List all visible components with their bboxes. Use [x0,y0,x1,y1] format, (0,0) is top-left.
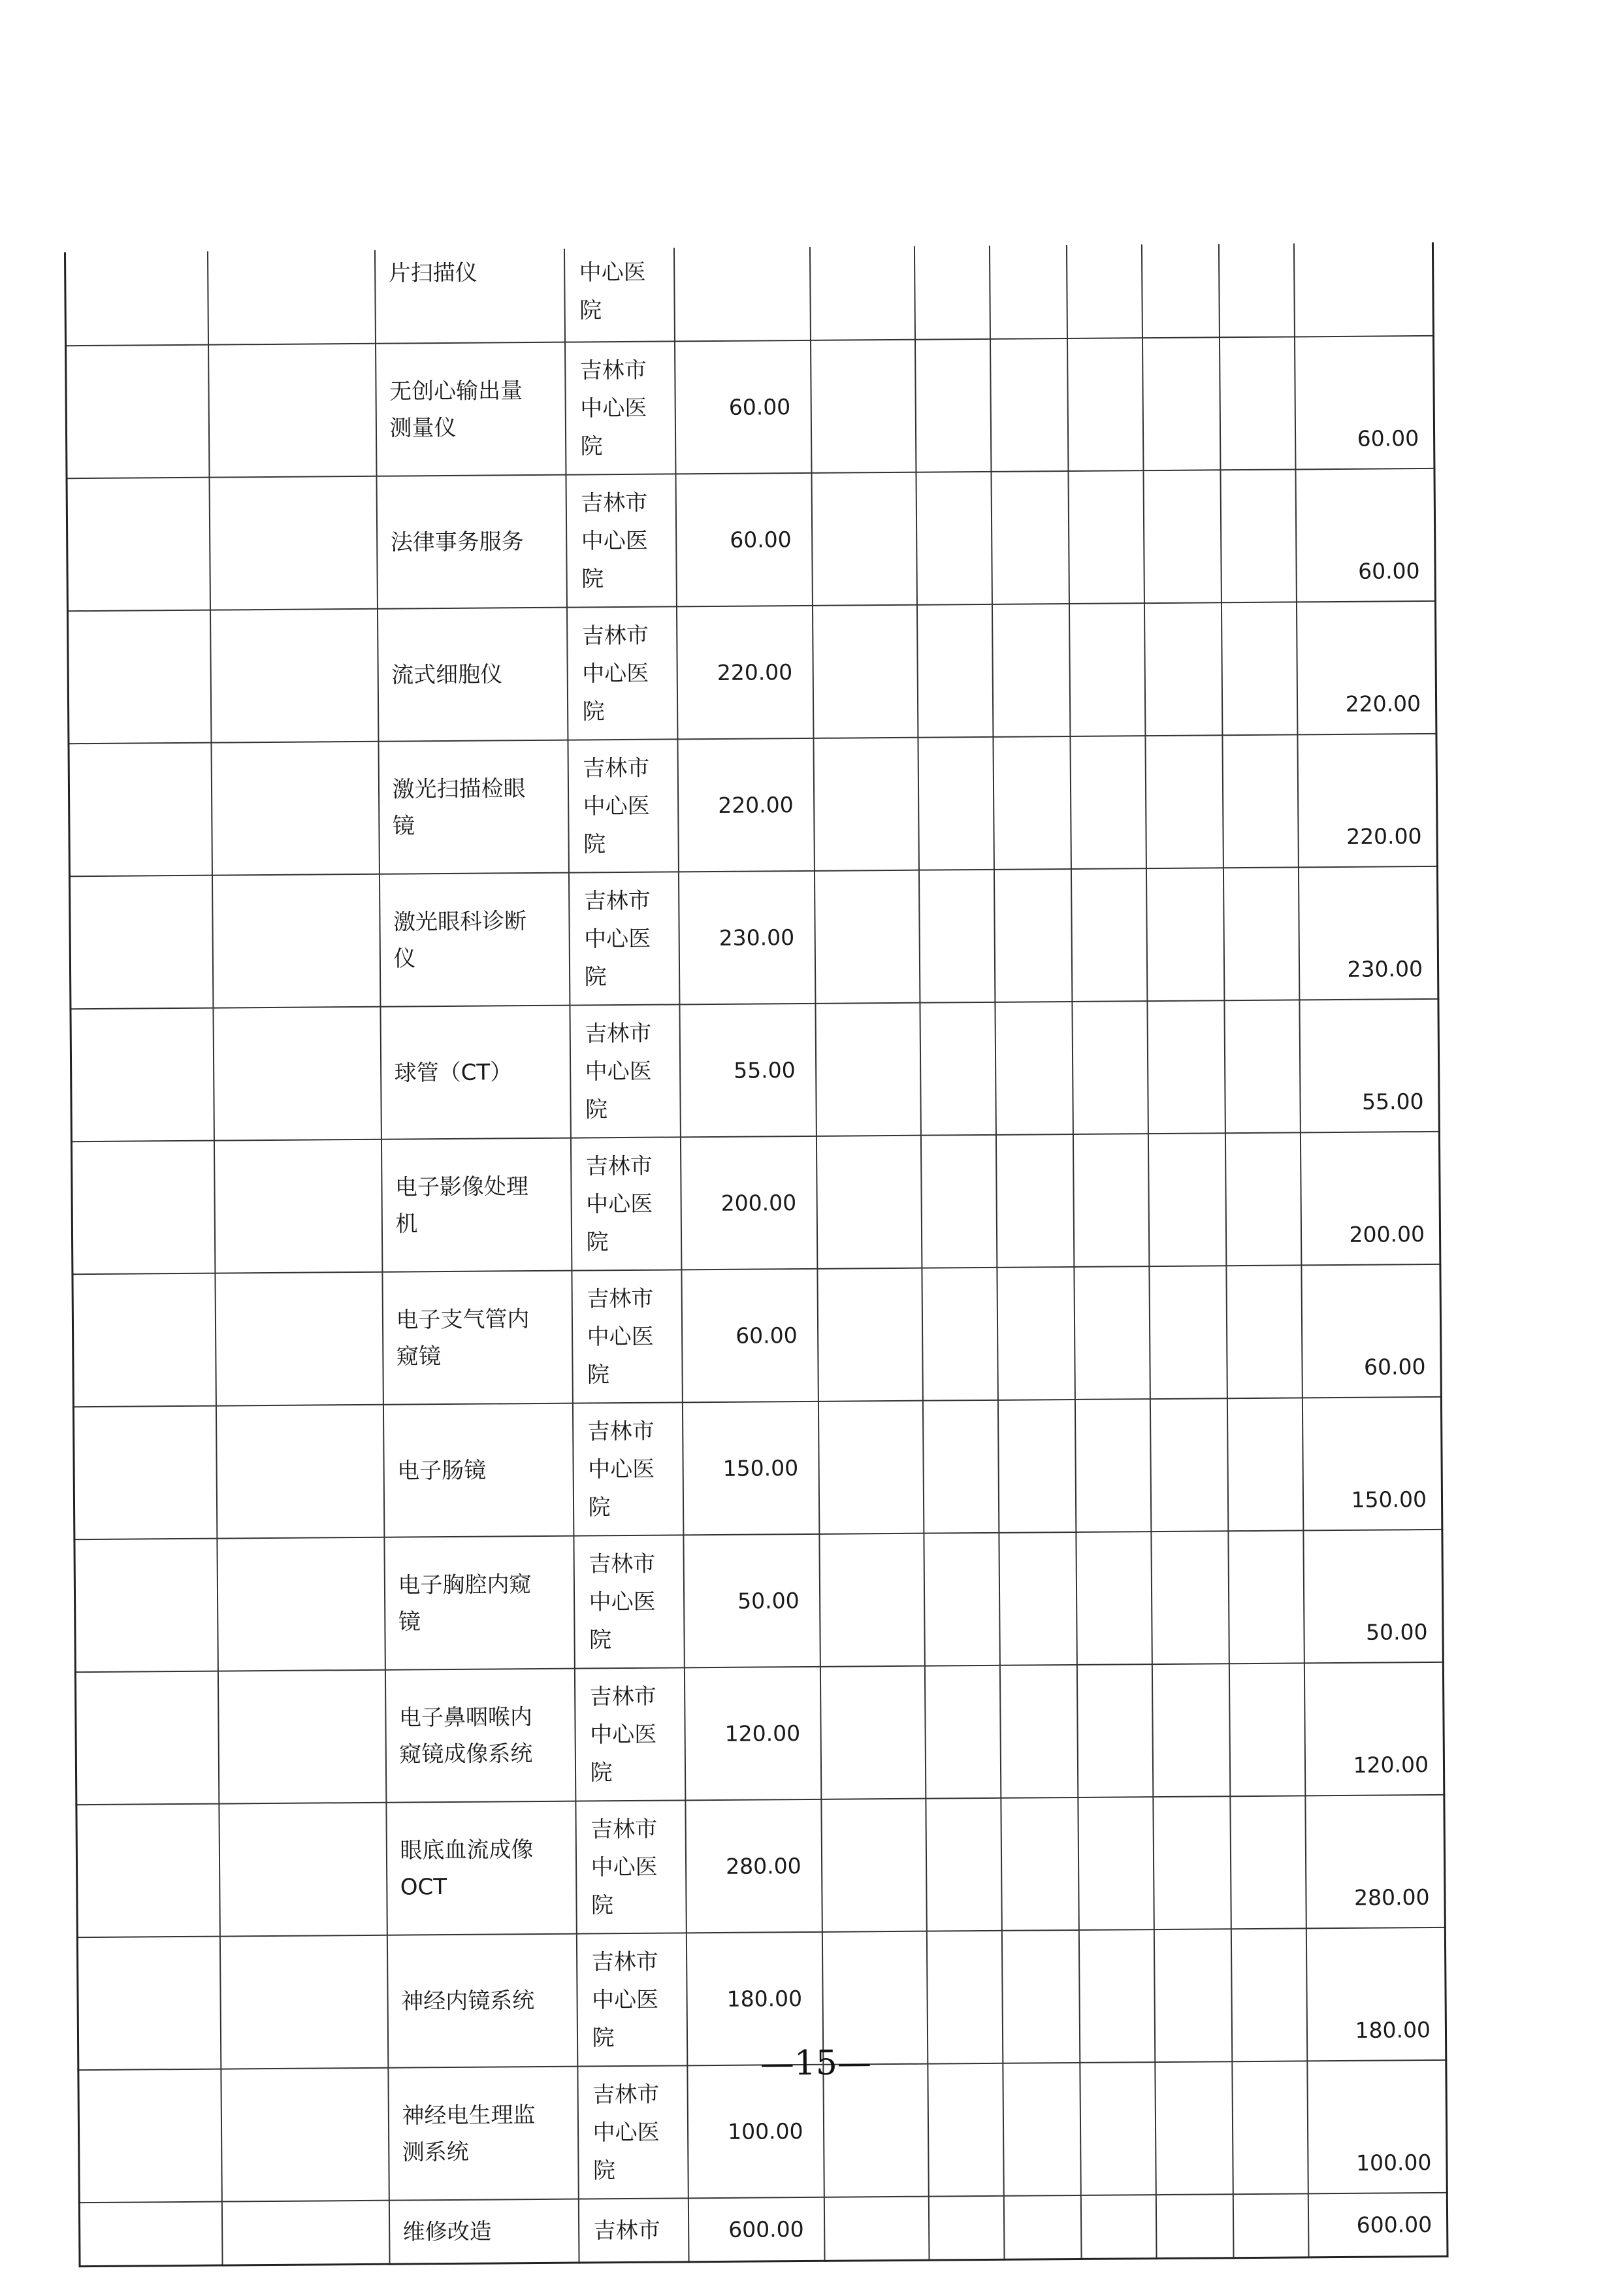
blank-cell [71,1008,214,1142]
blank-cell [215,1272,383,1406]
blank-cell [1148,1133,1225,1266]
blank-cell [211,742,379,876]
blank-cell [208,344,376,478]
amount-cell: 55.00 [679,1004,816,1138]
amount-cell: 230.00 [678,871,815,1005]
blank-cell [811,472,916,606]
blank-cell [212,874,380,1008]
budget-table [64,242,1449,2267]
table-row [69,866,1438,1009]
unit-cell: 吉林市 中心医 院 [565,341,675,474]
blank-cell [814,870,919,1004]
item-name-cell: 维修改造 [389,2199,579,2265]
amount-cell: 280.00 [685,1799,822,1933]
table-row [71,1132,1440,1274]
blank-cell [1070,736,1146,869]
blank-cell [928,2196,1004,2260]
blank-cell [918,870,994,1003]
unit-cell: 吉林市 中心医 院 [574,1535,684,1668]
blank-cell [1219,336,1295,470]
blank-cell [1072,1001,1148,1134]
amount-cell: 60.00 [674,340,811,474]
table-row [71,999,1439,1141]
blank-cell [924,1533,999,1666]
blank-cell [916,472,992,605]
amount-cell: 220.00 [676,606,813,740]
blank-cell [78,2069,221,2203]
blank-cell [997,1400,1075,1533]
total-cell: 180.00 [1306,1927,1446,2061]
blank-cell [1228,1530,1304,1664]
item-name-cell: 电子鼻咽喉内 窥镜成像系统 [385,1669,575,1803]
table-row [69,734,1437,876]
blank-cell [1068,470,1144,604]
blank-cell [920,1135,996,1268]
amount-cell: 150.00 [682,1402,818,1535]
blank-cell [1225,1132,1301,1266]
blank-cell [1227,1398,1302,1531]
blank-cell [1232,2061,1308,2194]
total-cell: 600.00 [1308,2193,1448,2257]
total-cell: 100.00 [1307,2060,1447,2194]
blank-cell [928,2063,1003,2197]
blank-cell [1220,469,1296,602]
blank-cell [1073,1134,1148,1267]
blank-cell [207,250,375,345]
unit-cell: 吉林市 中心医 院 [575,1800,686,1933]
blank-cell [1001,1797,1078,1931]
blank-cell [73,1273,216,1407]
blank-cell [821,1799,926,1932]
blank-cell [1144,602,1222,736]
unit-cell: 吉林市 [578,2198,688,2263]
blank-cell [823,2064,928,2197]
blank-cell [217,1537,385,1671]
amount-cell: 60.00 [681,1269,818,1403]
item-name-cell: 电子支气管内 窥镜 [382,1271,572,1405]
amount-cell [673,247,810,342]
total-cell: 200.00 [1300,1132,1440,1266]
item-name-cell: 激光扫描检眼 镜 [378,740,568,874]
blank-cell [210,609,378,743]
blank-cell [221,2068,389,2202]
blank-cell [73,1406,216,1540]
blank-cell [1075,1399,1150,1532]
blank-cell [920,1002,995,1136]
blank-cell [213,1007,381,1141]
blank-cell [1003,2063,1080,2196]
blank-cell [219,1803,387,1937]
item-name-cell: 无创心输出量 测量仪 [376,342,566,476]
blank-cell [1149,1266,1227,1399]
table-row [67,468,1435,611]
item-name-cell: 神经内镜系统 [387,1934,577,2068]
blank-cell [994,869,1071,1002]
unit-cell: 吉林市 中心医 院 [577,2065,688,2199]
blank-cell [1218,243,1294,337]
blank-cell [1078,1797,1154,1930]
blank-cell [914,246,990,340]
blank-cell [67,478,210,612]
total-cell: 50.00 [1303,1530,1443,1664]
table-row [76,1795,1445,1937]
amount-cell: 120.00 [684,1667,820,1801]
item-name-cell: 眼底血流成像 OCT [386,1801,576,1935]
item-name-cell: 电子影像处理 机 [381,1138,571,1272]
table-row [75,1662,1444,1805]
blank-cell [214,1140,381,1273]
blank-cell [1003,2195,1081,2259]
blank-cell [926,1798,1001,1931]
total-cell: 60.00 [1301,1264,1441,1398]
item-name-cell: 激光眼科诊断 仪 [379,873,569,1007]
blank-cell [1080,2195,1156,2259]
table-row [79,2193,1448,2267]
blank-cell [1071,868,1146,1002]
blank-cell [1146,868,1223,1001]
amount-cell: 100.00 [687,2065,824,2199]
blank-cell [74,1539,218,1673]
item-name-cell: 球管（CT） [380,1006,570,1140]
table-row [66,336,1434,478]
total-cell: 280.00 [1305,1795,1445,1929]
blank-cell [813,738,918,871]
unit-cell: 吉林市 中心医 院 [572,1402,683,1535]
blank-cell [1156,2194,1233,2258]
blank-cell [1229,1663,1304,1796]
blank-cell [1141,244,1219,338]
total-cell [1293,242,1433,337]
blank-cell [216,1405,383,1539]
blank-cell [1150,1398,1227,1532]
total-cell: 220.00 [1296,601,1436,735]
blank-cell [1147,1000,1225,1134]
blank-cell [1230,1796,1306,1929]
amount-cell: 600.00 [688,2197,824,2262]
unit-cell: 吉林市 中心医 院 [568,739,678,872]
blank-cell [1069,603,1144,736]
table-row [67,601,1436,744]
blank-cell [1151,1531,1229,1664]
unit-cell: 吉林市 中心医 院 [570,1004,680,1138]
blank-cell [1067,338,1142,471]
blank-cell [76,1804,219,1938]
blank-cell [812,605,917,738]
blank-cell [1224,1000,1300,1133]
blank-cell [993,736,1071,870]
total-cell: 120.00 [1304,1662,1444,1796]
blank-cell [999,1532,1076,1665]
blank-cell [820,1666,925,1799]
blank-cell [1223,867,1299,1000]
table-row [73,1264,1441,1407]
blank-cell [817,1268,922,1402]
blank-cell [922,1268,997,1401]
amount-cell: 180.00 [686,1932,822,2066]
amount-cell: 50.00 [683,1534,820,1668]
blank-cell [66,345,209,479]
unit-cell: 吉林市 中心医 院 [576,1933,687,2066]
blank-cell [209,476,377,610]
item-name-cell: 片扫描仪 [374,249,564,344]
blank-cell [916,604,992,738]
blank-cell [65,252,208,346]
blank-cell [1226,1265,1302,1398]
unit-cell: 吉林市 中心医 院 [572,1270,682,1403]
blank-cell [1233,2193,1308,2257]
blank-cell [221,2201,389,2265]
blank-cell [809,246,914,340]
item-name-cell: 电子胸腔内窥 镜 [384,1536,574,1670]
total-cell: 220.00 [1297,734,1437,868]
blank-cell [924,1665,1000,1799]
blank-cell [1153,1796,1231,1929]
blank-cell [1143,470,1221,603]
blank-cell [69,743,212,877]
page-number: —15— [760,2043,872,2084]
total-cell: 230.00 [1298,866,1438,1000]
blank-cell [818,1401,923,1534]
blank-cell [1152,1664,1229,1797]
blank-cell [1076,1664,1152,1797]
blank-cell [1076,1532,1152,1665]
blank-cell [995,1002,1073,1135]
blank-cell [218,1670,385,1804]
blank-cell [69,876,212,1009]
blank-cell [819,1533,924,1667]
blank-cell [914,339,990,472]
total-cell: 55.00 [1299,999,1439,1133]
blank-cell [1155,2061,1233,2195]
blank-cell [995,1134,1073,1268]
unit-cell: 吉林市 中心医 院 [566,606,677,740]
blank-cell [997,1267,1075,1400]
amount-cell: 220.00 [677,738,814,872]
unit-cell: 吉林市 中心医 院 [574,1667,685,1801]
blank-cell [67,610,210,744]
unit-cell: 吉林市 中心医 院 [568,872,679,1005]
total-cell: 150.00 [1302,1397,1442,1531]
item-name-cell: 神经电生理监 测系统 [388,2067,578,2201]
blank-cell [1080,2062,1156,2195]
blank-cell [71,1141,214,1275]
amount-cell: 60.00 [675,473,812,607]
blank-cell [79,2202,222,2267]
blank-cell [1221,602,1297,735]
total-cell: 60.00 [1294,336,1434,470]
blank-cell [1145,735,1223,868]
item-name-cell: 法律事务服务 [376,475,566,609]
blank-cell [1074,1266,1150,1400]
item-name-cell: 电子肠镜 [383,1403,573,1537]
blank-cell [810,340,915,473]
unit-cell: 中心医 院 [564,248,674,342]
table-row [74,1530,1443,1672]
item-name-cell: 流式细胞仪 [377,608,567,742]
blank-cell [816,1136,921,1269]
blank-cell [815,1003,920,1136]
blank-cell [918,737,994,870]
blank-cell [824,2197,929,2261]
blank-cell [990,338,1067,472]
total-cell: 60.00 [1295,468,1435,602]
blank-cell [922,1400,998,1533]
blank-cell [989,245,1067,339]
unit-cell: 吉林市 中心医 院 [570,1137,681,1270]
blank-cell [1222,734,1298,868]
blank-cell [999,1665,1077,1798]
blank-cell [991,471,1069,604]
blank-cell [1066,244,1142,338]
blank-cell [75,1671,218,1805]
blank-cell [1142,337,1220,470]
amount-cell: 200.00 [680,1136,817,1270]
table-row [65,242,1433,346]
table-row [73,1397,1442,1539]
blank-cell [992,604,1069,737]
unit-cell: 吉林市 中心医 院 [566,474,676,607]
